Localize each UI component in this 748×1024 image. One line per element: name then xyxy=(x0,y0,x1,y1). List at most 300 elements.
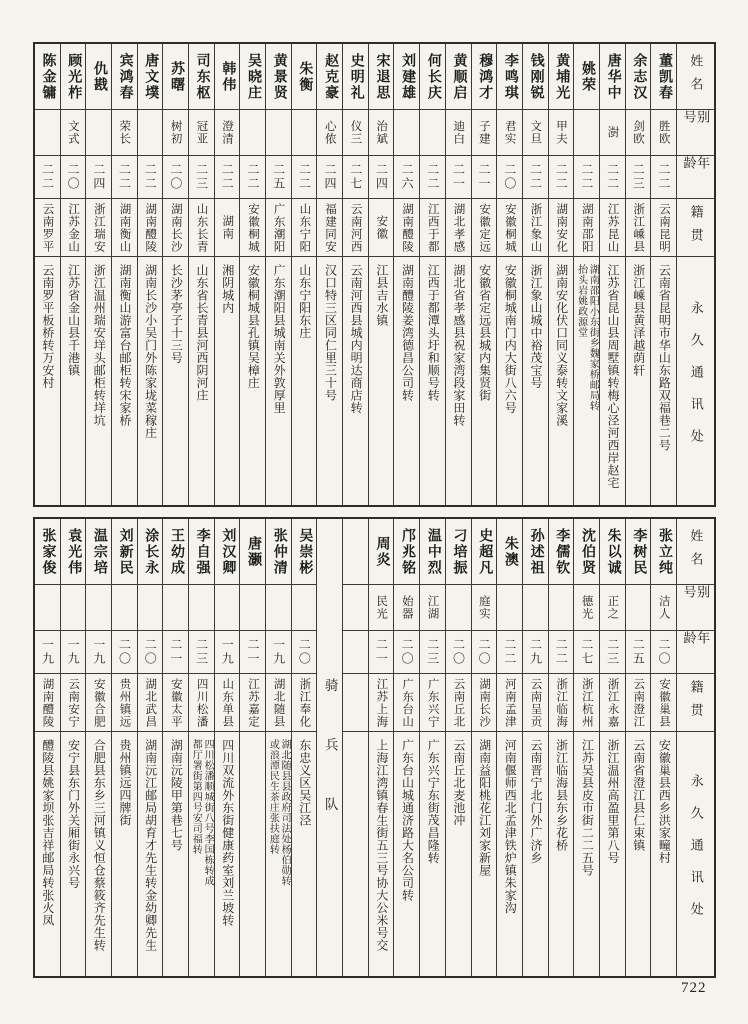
address-cell xyxy=(574,257,599,505)
address-cell-text: 湖南安化伏口同义泰转文家溪 xyxy=(554,264,569,427)
person-column xyxy=(522,519,548,976)
native-cell-text: 湖北武昌 xyxy=(144,677,157,728)
alias-cell xyxy=(497,585,522,631)
address-cell-text: 江西于都潭头圩和顺号转 xyxy=(426,264,441,402)
address-cell xyxy=(240,257,265,505)
name-cell xyxy=(626,519,651,585)
age-cell xyxy=(523,156,548,199)
address-cell-text: 安徽巢县西乡洪家疃村 xyxy=(657,739,672,864)
person-column xyxy=(599,519,625,976)
address-cell-text: 云南河西县城内明达商店转 xyxy=(349,264,364,414)
section-divider-column xyxy=(316,519,342,976)
age-cell-text: 二三 xyxy=(194,638,209,666)
age-cell-text: 二〇 xyxy=(66,163,81,191)
address-cell xyxy=(112,732,137,976)
address-cell-text: 湖南长沙小吴门外陈家垅菜稼庄 xyxy=(143,264,158,439)
address-cell-text: 四川双流外东街健康药室刘兰坡转 xyxy=(220,739,235,927)
person-column xyxy=(265,519,291,976)
age-cell-text: 二〇 xyxy=(502,163,517,191)
name-cell-text: 史超凡 xyxy=(477,527,493,576)
person-column xyxy=(85,519,111,976)
address-cell-text: 安徽桐城县孔镇吴樟庄 xyxy=(246,264,261,389)
address-cell-text: 江苏吴县皮市街二二五号 xyxy=(580,739,595,877)
name-header-cell-text: 姓名 xyxy=(688,53,704,100)
alias-cell-text: 树初 xyxy=(169,120,182,145)
address-cell xyxy=(138,257,163,505)
name-cell-text: 张仲清 xyxy=(271,527,287,576)
address-cell-text: 广东兴宁东街茂昌隆转 xyxy=(426,739,441,864)
address-cell-text: 四川松潘顺城街八号李国栋转成都厅署街第四号安司福转 xyxy=(190,739,214,886)
alias-cell xyxy=(138,585,163,631)
person-column xyxy=(471,44,497,505)
age-cell-text: 二二 xyxy=(605,163,620,191)
alias-cell xyxy=(215,110,240,156)
person-column xyxy=(188,44,214,505)
person-column xyxy=(291,44,317,505)
native-cell-text: 浙江永嘉 xyxy=(606,677,619,728)
name-cell-text: 黄埔光 xyxy=(554,52,570,101)
age-cell xyxy=(138,156,163,199)
age-cell xyxy=(446,631,471,674)
native-cell-text: 湖南醴陵 xyxy=(401,202,414,253)
address-cell xyxy=(497,257,522,505)
person-column xyxy=(419,44,445,505)
person-column xyxy=(85,44,111,505)
person-column xyxy=(368,519,394,976)
addr-header-cell-text: 永久通讯处 xyxy=(688,301,704,461)
alias-cell-text: 文旦 xyxy=(529,120,542,145)
age-cell xyxy=(549,631,574,674)
native-cell-text: 湖北随县 xyxy=(272,677,285,728)
native-cell-text: 浙江象山 xyxy=(529,202,542,253)
addr-header-cell-text: 永久通讯处 xyxy=(688,774,704,934)
address-cell-text: 汉口特三区同仁里三十号 xyxy=(323,264,338,402)
name-cell-text: 余志汉 xyxy=(631,52,647,101)
age-cell xyxy=(497,631,522,674)
address-cell xyxy=(523,732,548,976)
address-cell-text: 湖南衡山游富台邮柜转宋家桥 xyxy=(117,264,132,427)
name-cell-text: 顾光柞 xyxy=(66,52,82,101)
age-cell-text: 二二 xyxy=(143,163,158,191)
native-cell-text: 云南澄江 xyxy=(632,677,645,728)
address-cell xyxy=(189,257,214,505)
address-cell xyxy=(163,257,188,505)
alias-cell xyxy=(86,585,111,631)
name-cell xyxy=(472,519,497,585)
native-cell-text: 云南罗平 xyxy=(41,202,54,253)
name-cell xyxy=(138,519,163,585)
alias-cell xyxy=(523,585,548,631)
native-cell xyxy=(574,199,599,257)
address-cell xyxy=(266,732,291,976)
name-cell-text: 温宗培 xyxy=(91,527,107,576)
address-cell xyxy=(189,732,214,976)
native-cell-text: 安徽桐城 xyxy=(503,202,516,253)
address-cell-text: 湖南邵阳小东街乡魏家桥邮局转抬头岩姚政源堂 xyxy=(575,264,599,411)
age-cell xyxy=(651,631,676,674)
age-cell-text: 二一 xyxy=(451,163,466,191)
name-header-cell xyxy=(677,519,714,585)
age-cell xyxy=(369,631,394,674)
age-cell xyxy=(317,156,342,199)
alias-cell xyxy=(266,110,291,156)
alias-cell-text: 洁人 xyxy=(657,595,670,620)
alias-cell xyxy=(189,110,214,156)
native-cell xyxy=(394,674,419,732)
native-cell-text: 安徽合肥 xyxy=(92,677,105,728)
alias-cell xyxy=(240,110,265,156)
native-cell-text: 安徽桐城 xyxy=(246,202,259,253)
name-cell xyxy=(35,44,60,110)
name-cell-text: 唐华中 xyxy=(605,52,621,101)
name-cell xyxy=(574,519,599,585)
address-cell-text: 云南省澄江县仁束镇 xyxy=(631,739,646,852)
alias-cell xyxy=(600,585,625,631)
age-cell-text: 二二 xyxy=(502,638,517,666)
native-cell-text: 浙江奉化 xyxy=(298,677,311,728)
address-cell-text: 湖北省孝感县祝家湾段家田转 xyxy=(451,264,466,427)
name-cell-text: 刘建雄 xyxy=(400,52,416,101)
name-cell xyxy=(574,44,599,110)
address-cell-text: 醴陵县姚家坝张吉祥邮局转张火凤 xyxy=(40,739,55,927)
address-cell xyxy=(420,257,445,505)
alias-cell xyxy=(86,110,111,156)
person-column xyxy=(239,44,265,505)
name-cell xyxy=(240,519,265,585)
alias-cell xyxy=(343,110,368,156)
name-cell xyxy=(112,519,137,585)
address-cell-text: 上海江湾镇春生街五三号协大公米号交 xyxy=(374,739,389,952)
age-cell xyxy=(343,156,368,199)
directory-table-bottom xyxy=(33,517,716,978)
address-cell xyxy=(163,732,188,976)
age-cell xyxy=(292,156,317,199)
address-cell-text: 江苏省金山县千港镇 xyxy=(66,264,81,377)
name-cell xyxy=(138,44,163,110)
age-cell xyxy=(189,156,214,199)
name-cell xyxy=(266,44,291,110)
alias-cell xyxy=(266,585,291,631)
address-cell-text: 湖南醴陵姜湾德昌公司转 xyxy=(400,264,415,402)
native-cell xyxy=(600,199,625,257)
address-cell xyxy=(35,732,60,976)
address-cell-text: 江县吉水镇 xyxy=(374,264,389,327)
age-cell xyxy=(112,156,137,199)
address-cell-text: 山东省长青县河西阴河庄 xyxy=(195,264,209,402)
address-cell xyxy=(574,732,599,976)
age-cell xyxy=(35,156,60,199)
name-cell xyxy=(163,44,188,110)
age-cell xyxy=(394,631,419,674)
address-cell xyxy=(472,257,497,505)
alias-cell-text: 庭实 xyxy=(477,595,490,620)
native-cell-text: 山东宁阳 xyxy=(298,202,311,253)
native-cell xyxy=(61,199,86,257)
native-cell xyxy=(446,199,471,257)
native-cell xyxy=(420,674,445,732)
alias-cell-text: 始器 xyxy=(400,595,413,620)
person-column xyxy=(393,519,419,976)
name-cell xyxy=(215,519,240,585)
name-cell xyxy=(215,44,240,110)
age-cell-text: 二七 xyxy=(579,638,594,666)
native-cell-text: 云南河西 xyxy=(349,202,362,253)
native-cell-text: 浙江嵊县 xyxy=(632,202,645,253)
address-cell xyxy=(497,732,522,976)
address-cell xyxy=(292,732,317,976)
name-cell xyxy=(446,44,471,110)
address-cell xyxy=(86,257,111,505)
age-header-cell-text: 年龄 xyxy=(681,156,711,179)
person-column xyxy=(316,44,342,505)
alias-cell xyxy=(574,585,599,631)
native-cell-text: 湖南醴陵 xyxy=(144,202,157,253)
name-cell xyxy=(61,519,86,585)
native-cell-text: 江苏金山 xyxy=(67,202,80,253)
age-header-cell-text: 年龄 xyxy=(681,631,711,654)
native-cell xyxy=(523,199,548,257)
native-cell xyxy=(549,674,574,732)
alias-cell xyxy=(446,110,471,156)
age-cell xyxy=(61,631,86,674)
addr-header-cell xyxy=(677,732,714,976)
age-cell-text: 一九 xyxy=(66,638,81,666)
age-cell-text: 二〇 xyxy=(400,638,415,666)
native-cell xyxy=(266,199,291,257)
name-cell xyxy=(35,519,60,585)
native-cell xyxy=(651,674,676,732)
native-cell xyxy=(112,199,137,257)
name-cell-text: 黄顺启 xyxy=(451,52,467,101)
address-cell-text: 湖南益阳桃花江刘家新屋 xyxy=(477,739,492,877)
alias-cell xyxy=(549,585,574,631)
native-cell xyxy=(35,199,60,257)
alias-cell xyxy=(343,585,368,631)
address-cell xyxy=(446,732,471,976)
alias-cell xyxy=(292,585,317,631)
name-cell xyxy=(343,44,368,110)
address-cell xyxy=(600,257,625,505)
name-cell xyxy=(497,44,522,110)
native-cell xyxy=(420,199,445,257)
age-cell-text: 二七 xyxy=(348,163,363,191)
native-header-cell xyxy=(677,199,714,257)
address-cell-text: 云南晋宁北门外广济乡 xyxy=(528,739,543,864)
person-column xyxy=(239,519,265,976)
age-cell xyxy=(549,156,574,199)
alias-cell-text: 心侬 xyxy=(323,120,336,145)
address-cell-text: 东忠义区吴江泾 xyxy=(297,739,312,827)
native-cell-text: 福建同安 xyxy=(324,202,337,253)
alias-cell-text: 江湖 xyxy=(426,595,439,620)
name-cell xyxy=(394,519,419,585)
name-cell-text: 刘汉卿 xyxy=(220,527,236,576)
name-cell-text: 钱刚锐 xyxy=(528,52,544,101)
age-cell-text: 二五 xyxy=(271,163,286,191)
native-cell xyxy=(266,674,291,732)
address-cell-text: 广东台山城通济路大名公司转 xyxy=(400,739,415,902)
age-cell-text: 二四 xyxy=(91,163,106,191)
native-header-cell-text: 籍贯 xyxy=(688,204,704,251)
age-cell xyxy=(215,631,240,674)
alias-cell xyxy=(523,110,548,156)
age-cell xyxy=(86,156,111,199)
name-cell-text: 李树民 xyxy=(631,527,647,576)
native-cell xyxy=(163,199,188,257)
alias-cell xyxy=(369,585,394,631)
native-cell xyxy=(215,199,240,257)
native-cell-text: 广东兴宁 xyxy=(426,677,439,728)
name-cell-text: 周炎 xyxy=(374,535,390,568)
native-cell xyxy=(369,674,394,732)
name-cell-text: 李儒钦 xyxy=(554,527,570,576)
age-cell xyxy=(626,631,651,674)
name-cell-text: 黄景贤 xyxy=(271,52,287,101)
name-cell xyxy=(420,519,445,585)
native-cell xyxy=(86,199,111,257)
name-cell-text: 史明礼 xyxy=(348,52,364,101)
native-cell xyxy=(523,674,548,732)
alias-cell xyxy=(112,585,137,631)
age-cell xyxy=(472,156,497,199)
alias-cell-text: 德光 xyxy=(580,595,593,620)
addr-header-cell xyxy=(677,257,714,505)
address-cell xyxy=(626,732,651,976)
name-cell-text: 李自强 xyxy=(194,527,210,576)
age-cell xyxy=(163,631,188,674)
alias-cell xyxy=(394,585,419,631)
address-cell xyxy=(292,257,317,505)
name-cell-text: 张立纯 xyxy=(657,527,672,576)
native-cell xyxy=(317,199,342,257)
native-cell xyxy=(472,199,497,257)
directory-table-top xyxy=(33,42,716,507)
address-cell xyxy=(446,257,471,505)
person-column xyxy=(60,519,86,976)
age-cell-text: 二〇 xyxy=(117,638,132,666)
address-cell xyxy=(112,257,137,505)
native-cell-text: 贵州镇远 xyxy=(118,677,131,728)
address-cell-text: 安宁县东门外关厢街永兴号 xyxy=(66,739,81,889)
person-column xyxy=(650,44,676,505)
address-cell-text: 湖北随县县政府司法处杨伯勋转或浪潭民生茶庄张扶庭转 xyxy=(267,739,291,886)
alias-cell-text: 荣长 xyxy=(118,120,131,145)
alias-cell-text: 民光 xyxy=(375,595,388,620)
address-cell xyxy=(343,257,368,505)
name-cell-text: 司东枢 xyxy=(194,52,210,101)
name-cell xyxy=(600,44,625,110)
alias-cell-text: 澍 xyxy=(606,126,619,139)
address-cell-text: 河南偃师西北孟津铁炉镇朱家沟 xyxy=(503,739,518,914)
person-column xyxy=(368,44,394,505)
native-cell-text: 云南安宁 xyxy=(67,677,80,728)
name-cell xyxy=(420,44,445,110)
address-cell xyxy=(215,257,240,505)
native-cell xyxy=(138,199,163,257)
person-column xyxy=(291,519,317,976)
age-cell-text: 二三 xyxy=(425,638,440,666)
age-cell-text: 一九 xyxy=(40,638,55,666)
address-cell-text: 浙江临海县东乡花桥 xyxy=(554,739,569,852)
native-header-cell-text: 籍贯 xyxy=(688,679,704,726)
age-cell-text: 二一 xyxy=(245,638,260,666)
address-cell xyxy=(215,732,240,976)
native-cell-text: 云南丘北 xyxy=(452,677,465,728)
section-label-cell xyxy=(317,519,342,976)
name-cell-text: 朱衡 xyxy=(297,60,313,93)
alias-cell-text: 迪白 xyxy=(452,120,465,145)
age-cell xyxy=(189,631,214,674)
name-cell-text: 王幼成 xyxy=(168,527,184,576)
address-cell-text: 长沙茅亭子十三号 xyxy=(169,264,184,364)
native-cell-text: 安徽巢县 xyxy=(657,677,670,728)
address-cell-text: 贵州镇远四牌街 xyxy=(117,739,132,827)
alias-cell xyxy=(497,110,522,156)
native-cell-text: 湖南醴陵 xyxy=(41,677,54,728)
alias-cell xyxy=(394,110,419,156)
alias-cell-text: 正之 xyxy=(606,595,619,620)
age-cell-text: 一九 xyxy=(271,638,286,666)
person-column xyxy=(445,519,471,976)
address-cell xyxy=(600,732,625,976)
address-cell xyxy=(549,257,574,505)
header-column xyxy=(676,519,714,976)
age-cell-text: 二〇 xyxy=(143,638,158,666)
alias-cell-text: 剑欧 xyxy=(632,120,644,145)
address-cell-text: 浙江温州高盈里第八号 xyxy=(606,739,620,864)
alias-cell xyxy=(420,585,445,631)
name-cell xyxy=(163,519,188,585)
alias-cell-text: 文式 xyxy=(66,120,79,145)
alias-cell xyxy=(651,110,676,156)
name-cell-text: 仇戡 xyxy=(91,60,107,93)
person-column xyxy=(548,44,574,505)
person-column xyxy=(35,519,60,976)
name-cell xyxy=(523,519,548,585)
address-cell-text: 安徽桐城南门内大街八六号 xyxy=(503,264,518,414)
person-column xyxy=(548,519,574,976)
address-cell xyxy=(343,732,368,976)
address-cell xyxy=(317,257,342,505)
name-cell-text: 唐灏 xyxy=(246,535,261,568)
name-header-cell xyxy=(677,44,714,110)
age-cell-text: 二〇 xyxy=(168,163,183,191)
address-cell xyxy=(35,257,60,505)
person-column xyxy=(471,519,497,976)
person-column xyxy=(419,519,445,976)
person-column xyxy=(342,44,368,505)
name-cell-text: 刘新民 xyxy=(117,527,133,576)
address-cell xyxy=(651,732,676,976)
name-cell xyxy=(292,519,317,585)
native-cell xyxy=(61,674,86,732)
name-cell xyxy=(446,519,471,585)
age-cell-text: 二二 xyxy=(554,638,569,666)
native-cell xyxy=(189,674,214,732)
native-cell-text: 河南孟津 xyxy=(503,677,516,728)
alias-cell xyxy=(163,585,188,631)
name-cell xyxy=(369,44,394,110)
name-cell-text: 朱以诚 xyxy=(605,527,621,576)
address-cell xyxy=(420,732,445,976)
age-cell xyxy=(651,156,676,199)
address-cell-text: 山东宁阳东庄 xyxy=(297,264,312,339)
native-cell-text: 湖南长沙 xyxy=(169,202,182,253)
alias-cell xyxy=(61,110,86,156)
address-cell-text: 湖南沅江邮局胡育才先生转金幼卿先生 xyxy=(143,739,158,952)
age-cell xyxy=(523,631,548,674)
native-cell-text: 山东长青 xyxy=(195,202,208,253)
